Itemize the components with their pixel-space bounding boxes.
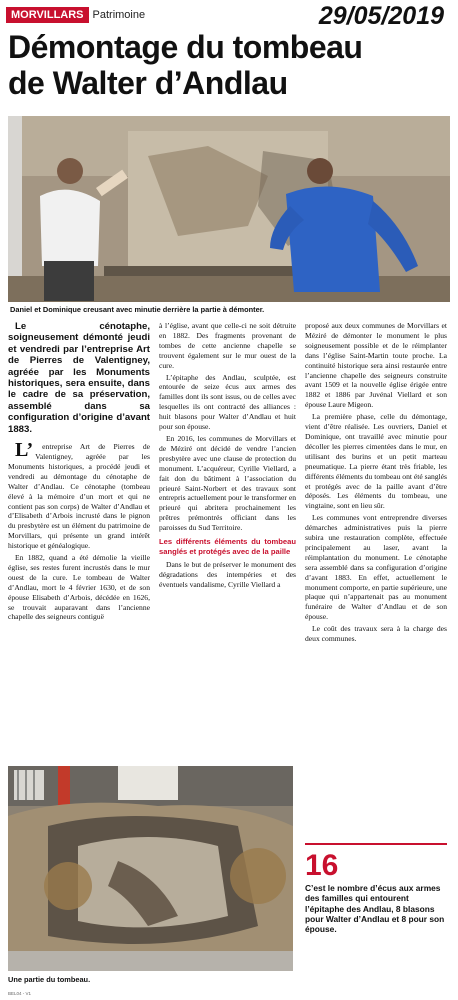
col3-paragraph-1: proposé aux deux communes de Morvillars et Méziré de démonter le monument le plus soigneusement possible et de le réimplanter dans l’église Saint-Martin toute proche. La continuité historique sera ainsi restaurée entre l’ancienne chapelle des seigneurs construite avant 1509 et la nouvelle église érigée entre 1882 et 1886 par Juvénal Viellard et son épouse Laure Migeon. xyxy=(305,321,447,410)
photo-workers-image xyxy=(8,116,450,302)
col2-paragraph-2: L’épitaphe des Andlau, sculptée, est entourée de seize écus aux armes des familles dont ils sont issus, ou de celles avec lesquelles ils ont contracté des alliances : huit blasons pour Walter d’Andlau et huit pour son épouse. xyxy=(159,372,296,432)
col2-paragraph-3: En 2016, les communes de Morvillars et de Méziré ont décidé de vendre l’ancien presbytère avec une clause de protection du monument. L’acquéreur, Cyrille Viellard, a fait don du bâtiment à l’association du prieuré Saint-Norbert et des travaux sont entrepris actuellement pour le transformer en prieuré qui abritera prochainement les prêtres prémontrés officiant dans les paroisses du Sud Territoire. xyxy=(159,433,296,533)
photo-tomb-image xyxy=(8,766,293,971)
col3-paragraph-2: La première phase, celle du démontage, vient d’être réalisée. Les ouvriers, Daniel et Dominique, ont travaillé avec minutie pour décoller les pierres cimentées dans le mur, en utilisant des burins et un petit marteau pneumatique. La pierre étant très friable, les différents éléments du tombeau ont été sanglés et protégés avec de la paille avant d’être déposés. Les éléments du tombeau, une vingtaine, sont en lieu sûr. xyxy=(305,412,447,511)
lead-paragraph: Le cénotaphe, soigneusement démonté jeudi et vendredi par l’entreprise Art de Pierres de Valentigney, agréée par les Monuments historiques, sera ensuite, dans le cadre de sa préservation, assemblé dans sa configuration d’origine d’avant 1883. xyxy=(8,321,150,435)
column-2 xyxy=(159,321,296,592)
page-credit: BEL04 - V1 xyxy=(8,991,32,996)
photo-workers-caption: Daniel et Dominique creusant avec minutie derrière la partie à démonter. xyxy=(10,305,265,314)
col3-paragraph-3: Les communes vont entreprendre diverses démarches administratives puis la pierre subira une restauration complète, effectuée principalement au laser, avant la réimplantation du monument. Le cénotaphe sera assemblé dans sa configuration d’origine d’avant 1883. En effet, actuellement le monument comporte, en partie supérieure, une plaque qui n’appartenait pas au monument funéraire de Walter d’Andlau et de son épouse. xyxy=(305,513,447,622)
fact-text: C’est le nombre d’écus aux armes des familles qui entourent l’épitaphe des Andlau, 8 blasons pour Walter d’Andlau et 8 pour son épouse. xyxy=(305,883,445,935)
article-title xyxy=(8,29,448,101)
subheading: Les différents éléments du tombeau sanglés et protégés avec de la paille xyxy=(159,537,296,556)
col3-paragraph-4: Le coût des travaux sera à la charge des deux communes. xyxy=(305,624,447,644)
column-1 xyxy=(8,321,150,624)
header-bar xyxy=(6,6,145,24)
col1-paragraph-1: L’entreprise Art de Pierres de Valentigney, agréée par les Monuments historiques, a procédé jeudi et vendredi au démontage du cénotaphe de Walter d’Andlau. Ce cénotaphe (tombeau élevé à la mémoire d’un mort et qui ne contient pas son corps) de Walter d’Andlau et d’Elisabeth d’Arbois incrusté dans le pignon du presbytère est un élément du patrimoine de Morvillars, qui présente un grand intérêt historique et généalogique. xyxy=(8,439,150,551)
col1-paragraph-2: En 1882, quand a été démolie la vieille église, ses restes furent incrustés dans le mur ouest de la cure. Le tombeau de Walter d’Andlau, mort le 4 février 1630, et de son épouse Elisabeth d’Arbois, décédée en 1626, se trouvait auparavant dans l’ancienne chapelle des seigneurs contiguë xyxy=(8,553,150,622)
photo-tomb-caption: Une partie du tombeau. xyxy=(8,975,91,984)
fact-box xyxy=(305,843,447,934)
date-label: 29/05/2019 xyxy=(318,2,444,30)
column-3 xyxy=(305,321,447,646)
title-line-1: Démontage du tombeau xyxy=(8,29,363,65)
photo-workers xyxy=(8,116,450,302)
col2-paragraph-4: Dans le but de préserver le monument des dégradations des intempéries et des éventuels vandalisme, Cyrille Viellard a xyxy=(159,560,296,590)
title-line-2: de Walter d’Andlau xyxy=(8,65,288,101)
location-tag: MORVILLARS xyxy=(6,7,89,23)
fact-number: 16 xyxy=(305,849,339,882)
section-label: Patrimoine xyxy=(92,9,146,21)
photo-tomb xyxy=(8,766,293,971)
col2-paragraph-1: à l’église, avant que celle-ci ne soit détruite en 1882. Des fragments provenant de tombes de cette ancienne chapelle se trouvent également sur le mur ouest de la cure. xyxy=(159,321,296,370)
